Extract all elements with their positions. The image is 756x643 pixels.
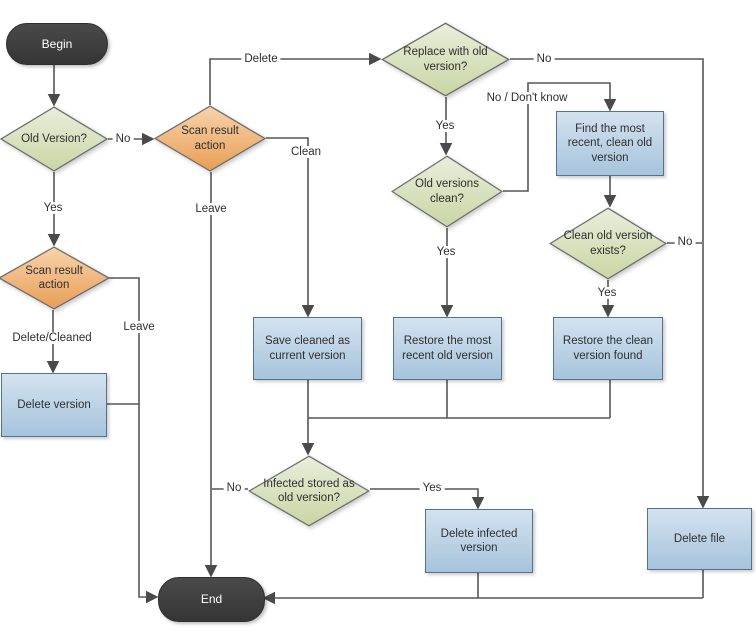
end-terminator xyxy=(158,577,265,622)
scan-result-action-top-label: Scan result action xyxy=(181,125,239,152)
edge-label-yes-old-version: Yes xyxy=(41,202,66,214)
find-most-recent-process xyxy=(556,111,664,176)
edge-label-no-clean-exists: No xyxy=(675,236,696,248)
old-versions-clean-decision xyxy=(391,155,503,228)
old-version-label: Old Version? xyxy=(21,132,87,145)
edge-label-leave-action-left: Leave xyxy=(120,321,157,333)
delete-version-label: Delete version xyxy=(17,398,91,411)
clean-old-exists-label: Clean old version exists? xyxy=(563,230,653,257)
edge-label-leave-action-top: Leave xyxy=(192,203,229,215)
clean-old-exists-decision xyxy=(549,207,667,280)
scan-result-action-top-decision xyxy=(154,105,266,172)
edge-label-no-old-version: No xyxy=(113,133,134,145)
restore-most-recent-label: Restore the most recent old version xyxy=(402,335,493,362)
edge-label-delete-action: Delete xyxy=(241,53,280,65)
delete-infected-label: Delete infected version xyxy=(440,527,518,554)
scan-result-action-left-decision xyxy=(0,246,110,310)
find-most-recent-label: Find the most recent, clean old version xyxy=(567,122,653,164)
begin-terminator xyxy=(6,23,108,65)
replace-with-old-decision xyxy=(381,22,510,97)
edge-label-delete-cleaned: Delete/Cleaned xyxy=(9,332,94,344)
delete-file-label: Delete file xyxy=(673,532,726,545)
restore-clean-found-process xyxy=(553,317,663,380)
edge-label-yes-replace: Yes xyxy=(433,120,458,132)
edge-label-yes-infected: Yes xyxy=(420,482,445,494)
edge-label-no-replace: No xyxy=(534,53,555,65)
save-cleaned-label: Save cleaned as current version xyxy=(264,335,351,362)
begin-label: Begin xyxy=(41,36,73,51)
infected-stored-decision xyxy=(248,455,370,527)
old-versions-clean-label: Old versions clean? xyxy=(415,178,479,205)
scan-result-action-left-label: Scan result action xyxy=(25,264,83,291)
restore-most-recent-process xyxy=(393,317,502,380)
edge-label-clean-action: Clean xyxy=(288,146,324,158)
old-version-decision xyxy=(0,106,108,172)
restore-clean-found-label: Restore the clean version found xyxy=(562,335,654,362)
save-cleaned-process xyxy=(253,317,362,380)
edge-label-yes-versions-clean: Yes xyxy=(434,246,459,258)
delete-version-process xyxy=(1,373,107,437)
infected-stored-label: Infected stored as old version? xyxy=(263,477,355,504)
delete-infected-process xyxy=(425,509,533,573)
replace-with-old-label: Replace with old version? xyxy=(403,46,488,73)
delete-file-process xyxy=(647,508,752,570)
edge-label-no-infected: No xyxy=(224,482,245,494)
end-label: End xyxy=(200,592,223,606)
edge-label-yes-clean-exists: Yes xyxy=(595,287,620,299)
edge-label-no-dont-know: No / Don't know xyxy=(484,92,571,104)
